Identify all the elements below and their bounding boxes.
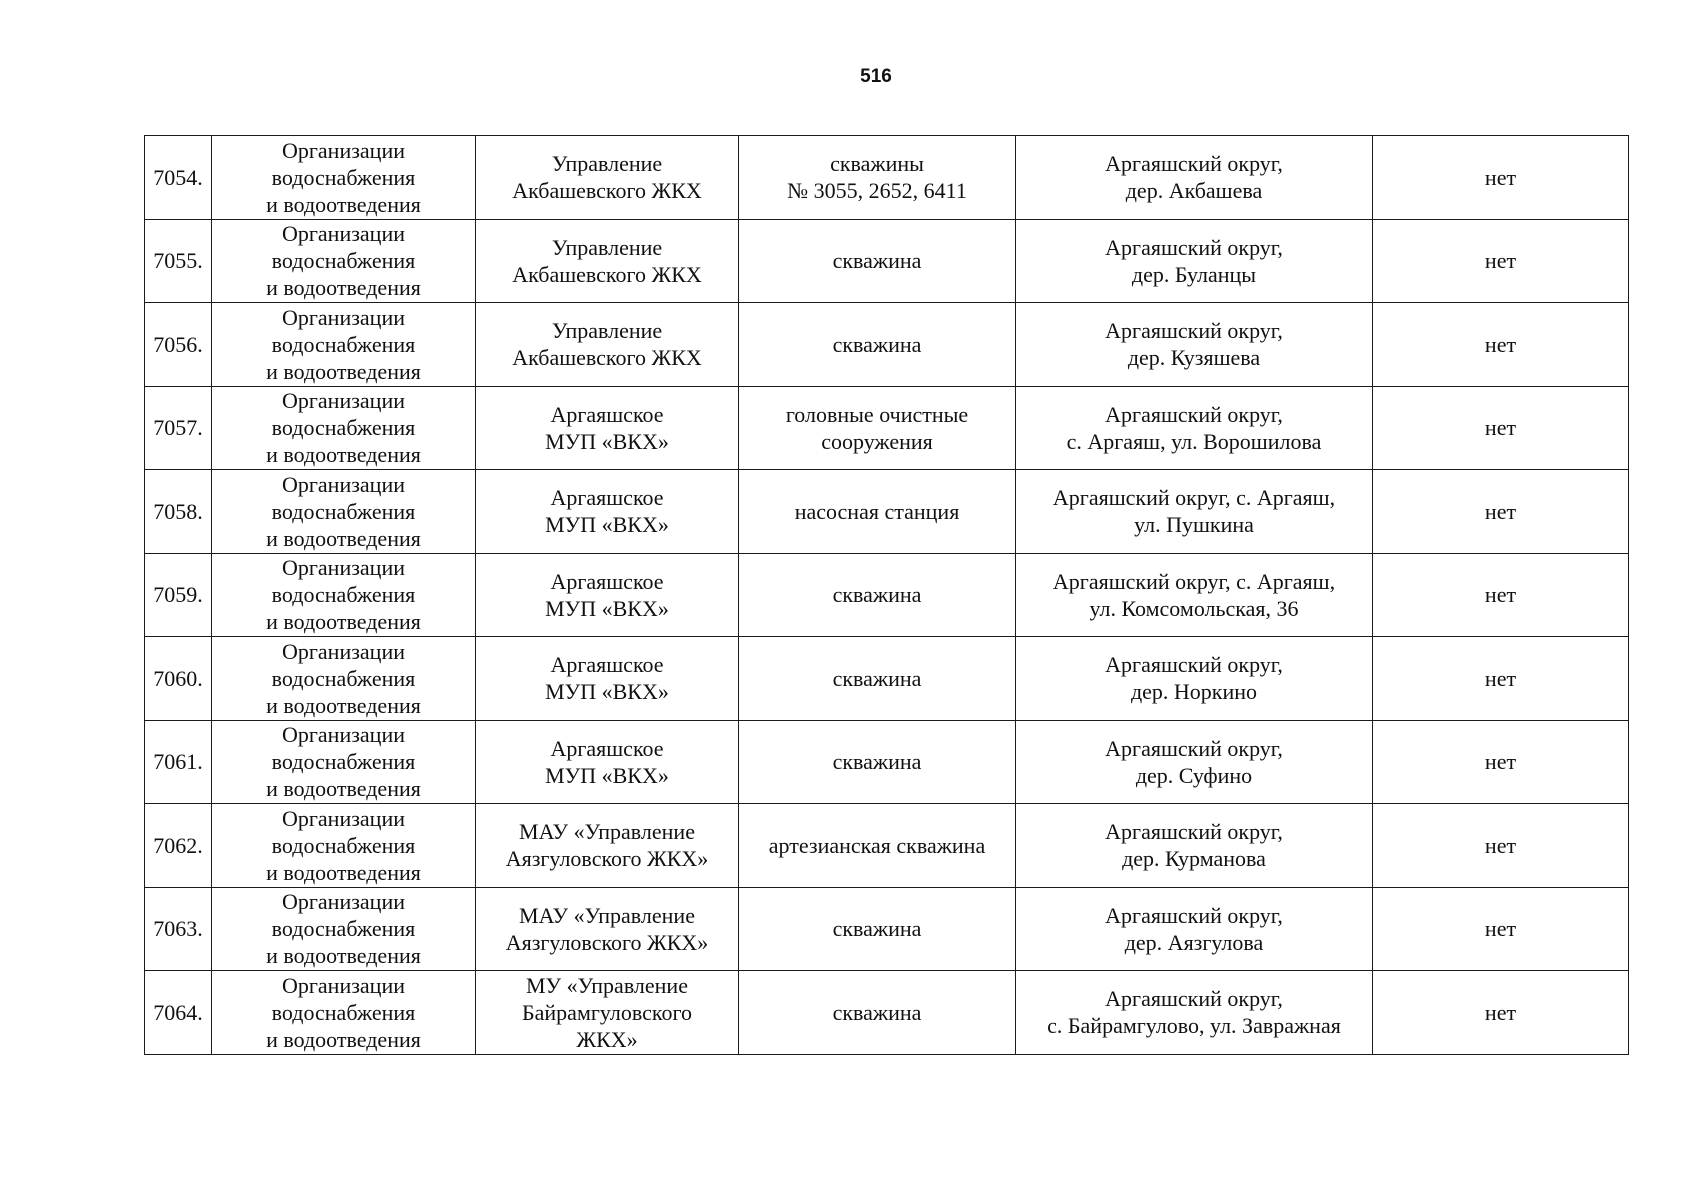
status-cell: нет: [1373, 136, 1629, 220]
address-cell: Аргаяшский округ, с. Аргаяш, ул. Пушкина: [1016, 470, 1373, 554]
row-number: 7062.: [145, 804, 212, 888]
table-row: [145, 386, 1629, 470]
object-cell: скважины № 3055, 2652, 6411: [739, 136, 1016, 220]
organization-cell: Аргаяшское МУП «ВКХ»: [476, 553, 739, 637]
organization-cell: МУ «Управление Байрамгуловского ЖКХ»: [476, 971, 739, 1055]
organization-cell: МАУ «Управление Аязгуловского ЖКХ»: [476, 887, 739, 971]
address-cell: Аргаяшский округ, дер. Суфино: [1016, 720, 1373, 804]
status-cell: нет: [1373, 804, 1629, 888]
organization-cell: Управление Акбашевского ЖКХ: [476, 219, 739, 303]
table-row: [145, 470, 1629, 554]
table-row: [145, 720, 1629, 804]
organization-cell: Управление Акбашевского ЖКХ: [476, 136, 739, 220]
table-row: [145, 637, 1629, 721]
status-cell: нет: [1373, 470, 1629, 554]
table-row: [145, 136, 1629, 220]
status-cell: нет: [1373, 971, 1629, 1055]
object-cell: артезианская скважина: [739, 804, 1016, 888]
registry-table: [144, 135, 1629, 1055]
category-cell: Организации водоснабжения и водоотведения: [212, 386, 476, 470]
organization-cell: Аргаяшское МУП «ВКХ»: [476, 386, 739, 470]
category-cell: Организации водоснабжения и водоотведения: [212, 303, 476, 387]
object-cell: скважина: [739, 219, 1016, 303]
object-cell: скважина: [739, 303, 1016, 387]
status-cell: нет: [1373, 637, 1629, 721]
address-cell: Аргаяшский округ, дер. Акбашева: [1016, 136, 1373, 220]
address-cell: Аргаяшский округ, дер. Кузяшева: [1016, 303, 1373, 387]
status-cell: нет: [1373, 219, 1629, 303]
row-number: 7064.: [145, 971, 212, 1055]
category-cell: Организации водоснабжения и водоотведения: [212, 219, 476, 303]
address-cell: Аргаяшский округ, дер. Норкино: [1016, 637, 1373, 721]
table-row: [145, 219, 1629, 303]
registry-table-body: [145, 136, 1629, 1055]
category-cell: Организации водоснабжения и водоотведения: [212, 470, 476, 554]
address-cell: Аргаяшский округ, дер. Аязгулова: [1016, 887, 1373, 971]
row-number: 7056.: [145, 303, 212, 387]
table-row: [145, 804, 1629, 888]
status-cell: нет: [1373, 303, 1629, 387]
category-cell: Организации водоснабжения и водоотведения: [212, 553, 476, 637]
address-cell: Аргаяшский округ, с. Аргаяш, ул. Комсомольская, 36: [1016, 553, 1373, 637]
object-cell: скважина: [739, 887, 1016, 971]
status-cell: нет: [1373, 720, 1629, 804]
category-cell: Организации водоснабжения и водоотведения: [212, 971, 476, 1055]
object-cell: скважина: [739, 637, 1016, 721]
category-cell: Организации водоснабжения и водоотведения: [212, 136, 476, 220]
row-number: 7055.: [145, 219, 212, 303]
page-number: 516: [860, 66, 892, 87]
status-cell: нет: [1373, 887, 1629, 971]
category-cell: Организации водоснабжения и водоотведения: [212, 804, 476, 888]
status-cell: нет: [1373, 553, 1629, 637]
row-number: 7060.: [145, 637, 212, 721]
address-cell: Аргаяшский округ, дер. Курманова: [1016, 804, 1373, 888]
table-row: [145, 887, 1629, 971]
table-row: [145, 971, 1629, 1055]
object-cell: скважина: [739, 720, 1016, 804]
organization-cell: Аргаяшское МУП «ВКХ»: [476, 637, 739, 721]
organization-cell: Аргаяшское МУП «ВКХ»: [476, 720, 739, 804]
object-cell: скважина: [739, 553, 1016, 637]
address-cell: Аргаяшский округ, дер. Буланцы: [1016, 219, 1373, 303]
address-cell: Аргаяшский округ, с. Байрамгулово, ул. Завражная: [1016, 971, 1373, 1055]
row-number: 7057.: [145, 386, 212, 470]
object-cell: насосная станция: [739, 470, 1016, 554]
organization-cell: Управление Акбашевского ЖКХ: [476, 303, 739, 387]
table-row: [145, 553, 1629, 637]
row-number: 7059.: [145, 553, 212, 637]
row-number: 7058.: [145, 470, 212, 554]
organization-cell: МАУ «Управление Аязгуловского ЖКХ»: [476, 804, 739, 888]
category-cell: Организации водоснабжения и водоотведения: [212, 720, 476, 804]
address-cell: Аргаяшский округ, с. Аргаяш, ул. Ворошилова: [1016, 386, 1373, 470]
table-row: [145, 303, 1629, 387]
object-cell: головные очистные сооружения: [739, 386, 1016, 470]
row-number: 7061.: [145, 720, 212, 804]
category-cell: Организации водоснабжения и водоотведения: [212, 887, 476, 971]
row-number: 7063.: [145, 887, 212, 971]
status-cell: нет: [1373, 386, 1629, 470]
row-number: 7054.: [145, 136, 212, 220]
object-cell: скважина: [739, 971, 1016, 1055]
organization-cell: Аргаяшское МУП «ВКХ»: [476, 470, 739, 554]
category-cell: Организации водоснабжения и водоотведения: [212, 637, 476, 721]
